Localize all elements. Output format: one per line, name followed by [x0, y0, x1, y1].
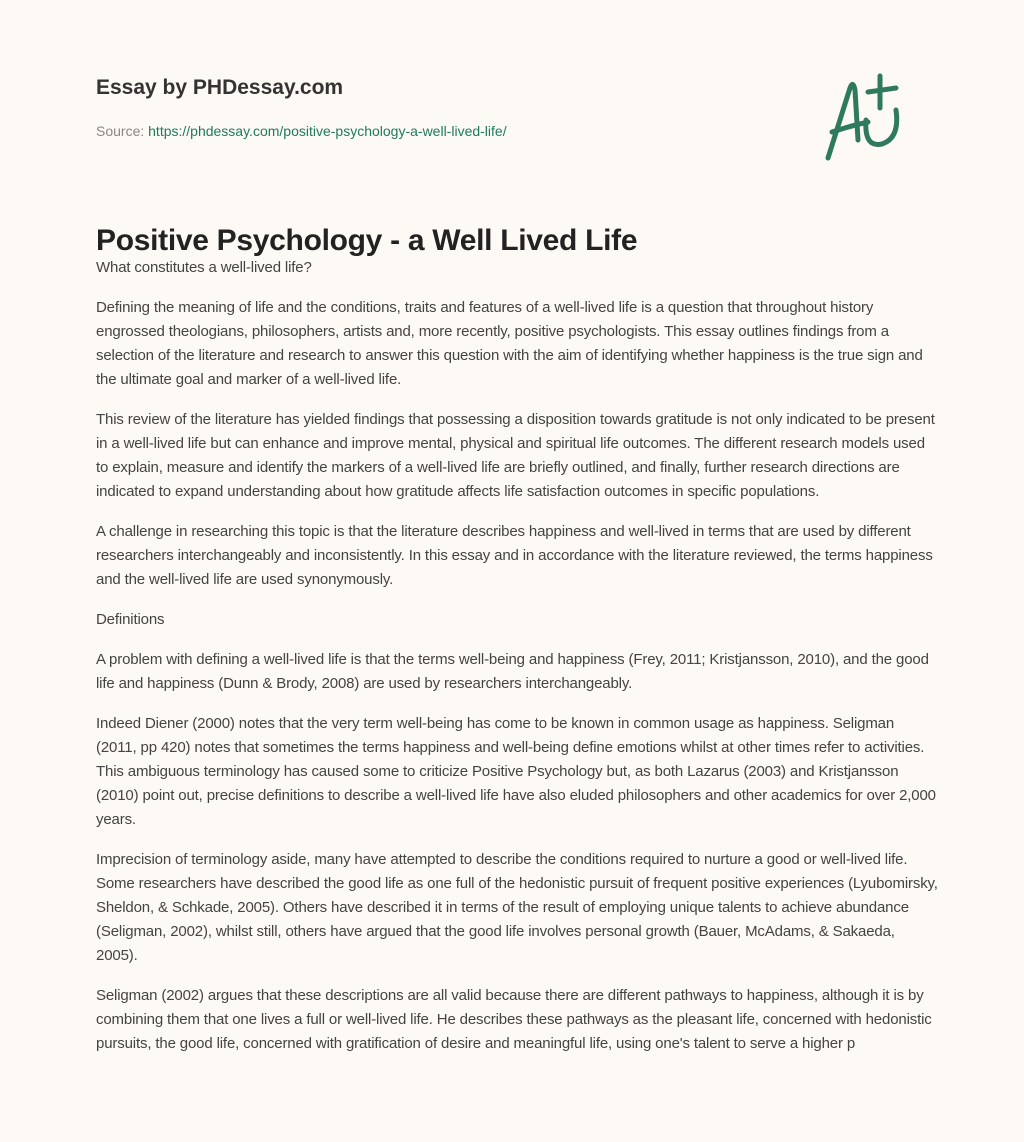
paragraph: What constitutes a well-lived life? [96, 259, 312, 276]
section-heading: Definitions [96, 611, 165, 628]
source-link[interactable]: https://phdessay.com/positive-psychology-a-well-lived-life/ [148, 123, 507, 139]
paragraph: Defining the meaning of life and the conditions, traits and features of a well-lived life is a question that throughout history engrossed theologians, philosophers, artists and, more recently, positive psychologists. This essay outlines findings from a selection of the literature and research to answer this question with the aim of identifying whether happiness is the true sign and the ultimate goal and marker of a well-lived life. [96, 299, 923, 388]
essay-title: Positive Psychology - a Well Lived Life [96, 224, 638, 257]
paragraph: A problem with defining a well-lived life is that the terms well-being and happiness (Frey, 2011; Kristjansson, 2010), and the good life and happiness (Dunn & Brody, 2008) are used by researchers interchangeably. [96, 651, 929, 692]
essay-body [96, 256, 938, 1072]
site-brand: Essay by PHDessay.com [96, 76, 344, 99]
source-label: Source: [96, 123, 149, 139]
paragraph: A challenge in researching this topic is that the literature describes happiness and well-lived in terms that are used by different researchers interchangeably and inconsistently. In this essay and in accordance with the literature reviewed, the terms happiness and the well-lived life are used synonymously. [96, 523, 933, 588]
paragraph: Seligman (2002) argues that these descriptions are all valid because there are different pathways to happiness, although it is by combining them that one lives a full or well-lived life. He describes these pathways as the pleasant life, concerned with hedonistic pursuits, the good life, concerned with gratification of desire and meaningful life, using one's talent to serve a higher p [96, 987, 932, 1052]
paragraph: This review of the literature has yielded findings that possessing a disposition towards gratitude is not only indicated to be present in a well-lived life but can enhance and improve mental, physical and spiritual life outcomes. The different research models used to explain, measure and identify the markers of a well-lived life are briefly outlined, and finally, further research directions are indicated to expand understanding about how gratitude affects life satisfaction outcomes in specific populations. [96, 411, 935, 500]
source-line [96, 123, 507, 139]
paragraph: Indeed Diener (2000) notes that the very term well-being has come to be known in common usage as happiness. Seligman (2011, pp 420) notes that sometimes the terms happiness and well-being define emotions whilst at other times refer to activities. This ambiguous terminology has caused some to criticize Positive Psychology but, as both Lazarus (2003) and Kristjansson (2010) point out, precise definitions to describe a well-lived life have also eluded philosophers and other academics for over 2,000 years. [96, 715, 936, 828]
a-plus-logo-icon [820, 70, 930, 165]
paragraph: Imprecision of terminology aside, many have attempted to describe the conditions required to nurture a good or well-lived life. Some researchers have described the good life as one full of the hedonistic pursuit of frequent positive experiences (Lyubomirsky, Sheldon, & Schkade, 2005). Others have described it in terms of the result of employing unique talents to achieve abundance (Seligman, 2002), whilst still, others have argued that the good life involves personal growth (Bauer, McAdams, & Sakaeda, 2005). [96, 851, 938, 964]
